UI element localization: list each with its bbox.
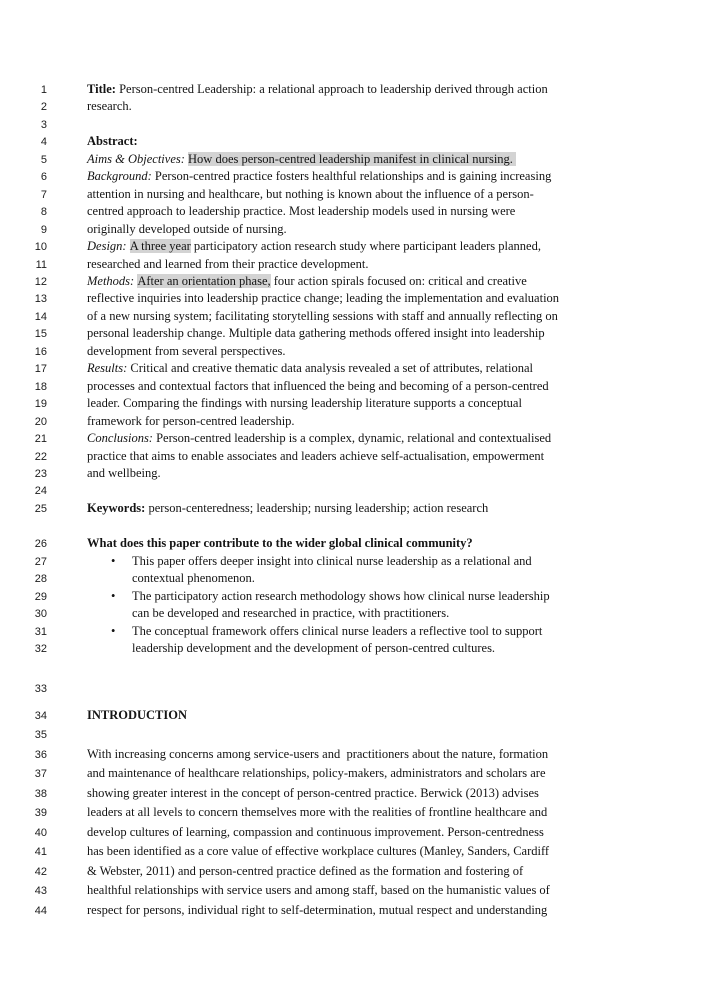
line-text <box>87 203 515 219</box>
text-segment: Conclusions: <box>87 431 157 446</box>
document-line <box>0 881 707 901</box>
text-segment: Keywords: <box>87 500 149 515</box>
text-segment: The participatory action research methodology shows how clinical nurse leadership <box>132 588 550 603</box>
line-number: 31 <box>34 625 47 638</box>
line-number: 14 <box>34 310 47 323</box>
line-number: 28 <box>34 573 47 586</box>
line-number: 33 <box>34 682 47 695</box>
line-number: 41 <box>34 846 47 859</box>
text-segment: INTRODUCTION <box>87 707 188 722</box>
line-text <box>87 623 542 639</box>
document-line <box>0 842 707 862</box>
line-text <box>87 640 495 656</box>
document-line <box>0 290 707 307</box>
line-number: 8 <box>40 206 47 219</box>
line-text <box>87 803 547 822</box>
text-segment: contextual phenomenon. <box>132 571 255 586</box>
line-number: 44 <box>34 904 47 917</box>
text-segment: Abstract: <box>87 134 138 149</box>
highlighted-text: After an orientation phase, <box>137 273 271 288</box>
document-line <box>0 640 707 657</box>
line-text <box>87 482 90 498</box>
line-text <box>87 133 138 149</box>
document-line <box>0 221 707 238</box>
line-text <box>87 151 516 167</box>
line-text <box>87 116 90 132</box>
text-segment: respect for persons, individual right to self-determination, mutual respect and understanding <box>87 902 548 917</box>
text-segment: originally developed outside of nursing. <box>87 221 287 236</box>
document-line <box>0 395 707 412</box>
line-number: 12 <box>34 275 47 288</box>
line-text <box>87 745 548 764</box>
line-text <box>87 588 550 604</box>
line-number: 20 <box>34 415 47 428</box>
line-text <box>87 553 532 569</box>
text-segment: Background: <box>87 169 155 184</box>
line-number: 30 <box>34 608 47 621</box>
line-text <box>87 308 558 324</box>
text-segment: processes and contextual factors that influenced the being and becoming of a person-centred <box>87 378 549 393</box>
line-text <box>87 500 488 516</box>
document-line <box>0 706 707 726</box>
line-number: 37 <box>34 768 47 781</box>
text-segment: attention in nursing and healthcare, but nothing is known about the influence of a person- <box>87 186 534 201</box>
line-number: 42 <box>34 865 47 878</box>
line-text <box>87 570 255 586</box>
text-segment: framework for person-centred leadership. <box>87 413 295 428</box>
text-segment: Person-centred Leadership: a relational approach to leadership derived through action <box>119 82 548 96</box>
document-line <box>0 764 707 784</box>
text-segment: has been identified as a core value of effective workplace cultures (Manley, Sanders, Cardiff <box>87 844 550 859</box>
document-line <box>0 308 707 325</box>
line-text <box>87 343 286 359</box>
document-line <box>0 98 707 115</box>
line-number: 34 <box>34 709 47 722</box>
text-segment: Person-centred practice fosters healthful relationships and is gaining increasing <box>154 169 552 184</box>
line-number: 9 <box>40 223 47 236</box>
line-number: 32 <box>34 643 47 656</box>
text-segment: centred approach to leadership practice. Most leadership models used in nursing were <box>87 204 516 219</box>
text-segment: reflective inquiries into leadership practice change; leading the implementation and evaluation <box>87 291 560 306</box>
text-segment: Title: <box>87 82 120 96</box>
line-number: 25 <box>34 502 47 515</box>
document-line <box>0 465 707 482</box>
text-segment: person-centeredness; leadership; nursing leadership; action research <box>148 500 489 515</box>
text-segment: With increasing concerns among service-users and practitioners about the nature, formation <box>87 746 549 761</box>
line-text <box>87 680 90 696</box>
line-number: 4 <box>40 136 47 149</box>
document-line <box>0 500 707 517</box>
line-number: 15 <box>34 328 47 341</box>
text-segment: healthful relationships with service users and among staff, based on the humanistic values of <box>87 883 550 898</box>
line-text <box>87 378 549 394</box>
document-line <box>0 168 707 185</box>
document-line <box>0 203 707 220</box>
document-line <box>0 588 707 605</box>
text-segment: researched and learned from their practice development. <box>87 256 369 271</box>
text-segment: showing greater interest in the concept of person-centred practice. Berwick (2013) advises <box>87 785 539 800</box>
text-segment: research. <box>87 99 132 114</box>
line-text <box>87 448 544 464</box>
text-segment: Results: <box>87 361 131 376</box>
document-line <box>0 186 707 203</box>
text-segment: develop cultures of learning, compassion and continuous improvement. Person-centredness <box>87 824 544 839</box>
line-number: 35 <box>34 729 47 742</box>
document-line <box>0 570 707 587</box>
text-segment: can be developed and researched in practice, with practitioners. <box>132 606 450 621</box>
document-line <box>0 273 707 290</box>
line-number: 38 <box>34 787 47 800</box>
text-segment: development from several perspectives. <box>87 343 286 358</box>
line-text <box>87 764 546 783</box>
document-line <box>0 256 707 273</box>
text-segment: leadership development and the development of person-centred cultures. <box>132 641 496 656</box>
line-text <box>87 881 550 900</box>
document-line <box>0 151 707 168</box>
line-text <box>87 325 545 341</box>
text-segment: practice that aims to enable associates and leaders achieve self-actualisation, empowerment <box>87 448 545 463</box>
line-text <box>87 725 90 744</box>
line-number: 29 <box>34 590 47 603</box>
line-number: 17 <box>34 363 47 376</box>
line-number: 40 <box>34 826 47 839</box>
text-segment: Aims & Objectives: <box>87 151 189 166</box>
line-number: 24 <box>34 485 47 498</box>
text-segment: Critical and creative thematic data analysis revealed a set of attributes, relational <box>130 361 534 376</box>
text-segment: and maintenance of healthcare relationships, policy-makers, administrators and scholars are <box>87 766 546 781</box>
document-line <box>0 430 707 447</box>
line-text <box>87 535 473 551</box>
line-text <box>87 290 559 306</box>
line-number: 10 <box>34 241 47 254</box>
document-line <box>0 862 707 882</box>
line-text <box>87 221 287 237</box>
line-text <box>87 901 547 920</box>
bullet-icon: • <box>111 588 116 603</box>
text-segment: Design: <box>87 239 130 254</box>
text-segment: Person-centred leadership is a complex, dynamic, relational and contextualised <box>156 431 552 446</box>
line-number: 3 <box>40 118 47 131</box>
line-text <box>87 706 187 725</box>
line-text <box>87 273 527 289</box>
line-text <box>87 395 522 411</box>
line-number: 22 <box>34 450 47 463</box>
document-line <box>0 725 707 745</box>
document-line <box>0 803 707 823</box>
document-line <box>0 325 707 342</box>
document-line <box>0 745 707 765</box>
highlighted-text: How does person-centred leadership manifest in clinical nursing. <box>188 151 517 166</box>
text-segment: Methods: <box>87 273 138 288</box>
document-line <box>0 482 707 499</box>
document-line <box>0 360 707 377</box>
line-number: 13 <box>34 293 47 306</box>
document-line <box>0 448 707 465</box>
line-text <box>87 98 132 114</box>
line-number: 26 <box>34 538 47 551</box>
text-segment: leader. Comparing the findings with nursing leadership literature supports a conceptual <box>87 396 522 411</box>
line-number: 11 <box>35 258 47 271</box>
line-text <box>87 862 523 881</box>
line-text <box>87 186 534 202</box>
line-text <box>87 81 548 97</box>
line-text <box>87 168 551 184</box>
line-text <box>87 256 368 272</box>
document-line <box>0 553 707 570</box>
document-line <box>0 238 707 255</box>
highlighted-text: A three year <box>129 239 191 254</box>
line-number: 18 <box>34 380 47 393</box>
line-number: 6 <box>40 171 47 184</box>
line-number: 21 <box>34 433 47 446</box>
line-text <box>87 823 544 842</box>
line-number: 27 <box>34 555 47 568</box>
bullet-icon: • <box>111 623 116 638</box>
line-number: 43 <box>34 885 47 898</box>
line-text <box>87 413 295 429</box>
line-text <box>87 360 533 376</box>
text-segment: The conceptual framework offers clinical nurse leaders a reflective tool to support <box>132 623 543 638</box>
line-number: 5 <box>40 153 47 166</box>
line-number: 16 <box>34 345 47 358</box>
document-line <box>0 535 707 552</box>
line-number: 23 <box>34 467 47 480</box>
document-line <box>0 784 707 804</box>
line-text <box>87 605 449 621</box>
document-line <box>0 605 707 622</box>
line-text <box>87 784 539 803</box>
document-line <box>0 823 707 843</box>
line-number: 2 <box>40 101 47 114</box>
line-number: 1 <box>40 84 47 96</box>
text-segment: This paper offers deeper insight into clinical nurse leadership as a relational and <box>132 553 532 568</box>
text-segment: personal leadership change. Multiple data gathering methods offered insight into leadership <box>87 326 545 341</box>
line-text <box>87 465 161 481</box>
bullet-icon: • <box>111 553 116 568</box>
text-segment: participatory action research study where participant leaders planned, <box>190 239 541 254</box>
line-text <box>87 842 549 861</box>
document-line <box>0 413 707 430</box>
line-number: 7 <box>40 188 47 201</box>
document-line <box>0 623 707 640</box>
document-line <box>0 343 707 360</box>
document-line <box>0 378 707 395</box>
text-segment: and wellbeing. <box>87 465 161 480</box>
document-line <box>0 116 707 133</box>
line-text <box>87 430 551 446</box>
line-number: 19 <box>34 398 47 411</box>
text-segment: What does this paper contribute to the wider global clinical community? <box>87 536 473 551</box>
document-line <box>0 81 707 98</box>
text-segment: of a new nursing system; facilitating storytelling sessions with staff and annually reflecting on <box>87 308 558 323</box>
line-number: 36 <box>34 748 47 761</box>
text-segment: & Webster, 2011) and person-centred practice defined as the formation and fostering of <box>87 863 524 878</box>
document-line <box>0 901 707 921</box>
text-segment: leaders at all levels to concern themselves more with the realities of frontline healthcare and <box>87 805 548 820</box>
line-number: 39 <box>34 807 47 820</box>
line-text <box>87 238 541 254</box>
text-segment: four action spirals focused on: critical and creative <box>270 273 527 288</box>
document-line <box>0 680 707 697</box>
document-line <box>0 133 707 150</box>
